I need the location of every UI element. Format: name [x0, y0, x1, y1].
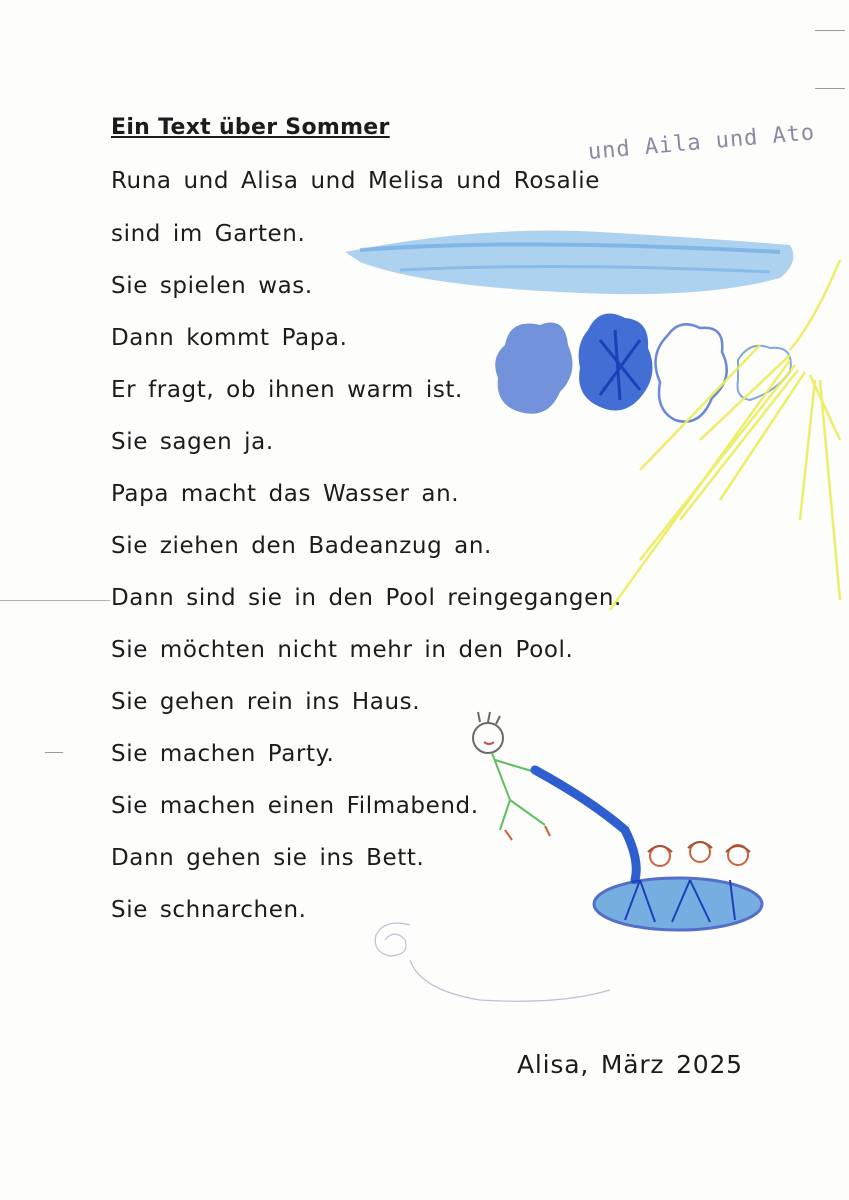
story-line: Sie machen einen Filmabend.	[111, 793, 479, 819]
handwritten-addition: und Aila und Ato	[586, 120, 817, 165]
sky-drawing	[345, 231, 793, 295]
story-line: Sie gehen rein ins Haus.	[111, 689, 421, 715]
story-line: sind im Garten.	[111, 221, 306, 247]
edge-mark	[0, 600, 110, 601]
story-line: Er fragt, ob ihnen warm ist.	[111, 377, 463, 403]
story-line: Sie schnarchen.	[111, 897, 307, 923]
story-line: Dann kommt Papa.	[111, 325, 348, 351]
person-drawing	[473, 712, 550, 840]
cloud-drawing	[495, 314, 791, 422]
pool-drawing	[594, 842, 762, 930]
sun-rays-drawing	[610, 260, 840, 610]
story-line: Sie machen Party.	[111, 741, 335, 767]
author-signature: Alisa, März 2025	[517, 1050, 743, 1079]
page-title: Ein Text über Sommer	[111, 115, 390, 140]
story-line: Dann sind sie in den Pool reingegangen.	[111, 585, 622, 611]
story-line: Papa macht das Wasser an.	[111, 481, 460, 507]
story-line: Runa und Alisa und Melisa und Rosalie	[111, 168, 600, 194]
story-line: Dann gehen sie ins Bett.	[111, 845, 425, 871]
edge-mark	[45, 752, 63, 753]
edge-mark	[815, 30, 845, 31]
hose-drawing	[535, 770, 636, 880]
story-line: Sie ziehen den Badeanzug an.	[111, 533, 492, 559]
story-line: Sie möchten nicht mehr in den Pool.	[111, 637, 574, 663]
story-line: Sie sagen ja.	[111, 429, 274, 455]
spiral-drawing	[375, 923, 610, 1001]
story-line: Sie spielen was.	[111, 273, 313, 299]
edge-mark	[815, 88, 845, 89]
